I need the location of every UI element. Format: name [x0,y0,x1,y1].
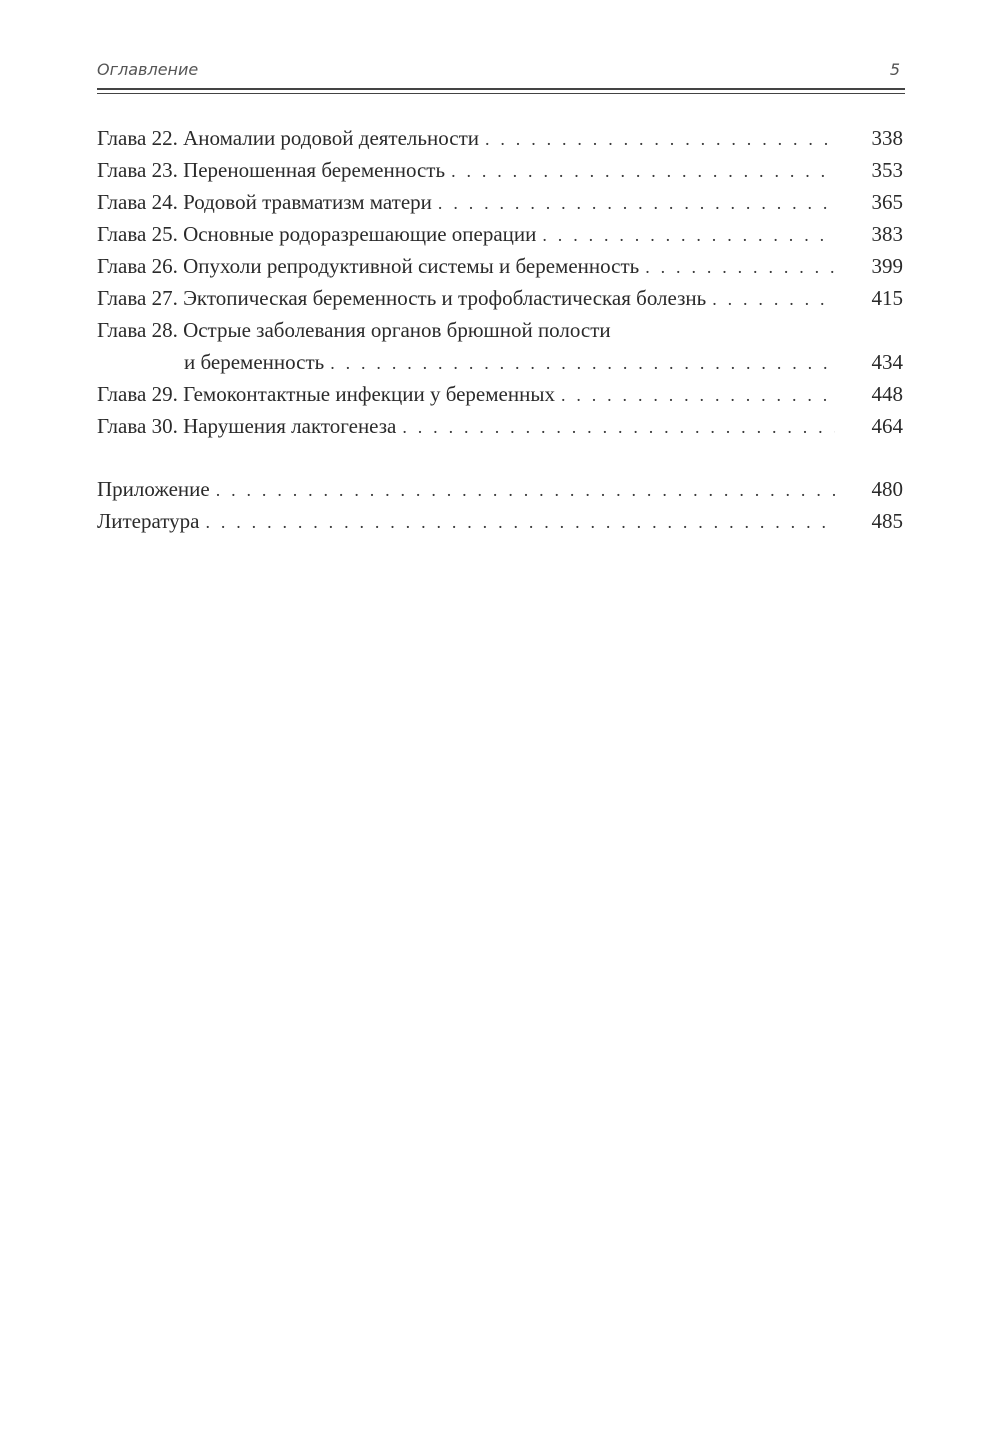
dot-leader [485,123,835,155]
dot-leader [205,506,835,538]
toc-entry-page: 485 [871,509,903,533]
toc-entry-page: 338 [871,126,903,150]
toc-entry-title: Глава 24. Родовой травматизм матери [97,190,432,214]
toc-entry-title: Приложение [97,477,210,501]
dot-leader [438,187,835,219]
toc-entry-chapter-22[interactable] [97,122,903,154]
running-head-section: Оглавление [97,60,199,79]
toc-entry-page: 448 [871,382,903,406]
toc-entry-page: 434 [871,350,903,374]
toc-entry-title: Литература [97,509,200,533]
toc-entry-page: 383 [871,222,903,246]
toc-entry-appendix[interactable] [97,473,903,505]
toc-entry-chapter-29[interactable] [97,378,903,410]
toc-entry-title: Глава 25. Основные родоразрешающие операции [97,222,537,246]
toc-entry-page: 353 [871,158,903,182]
toc-entry-chapter-24[interactable] [97,186,903,218]
table-of-contents [97,122,903,537]
dot-leader [216,474,835,506]
dot-leader [645,251,835,283]
toc-entry-title: Глава 27. Эктопическая беременность и трофобластическая болезнь [97,286,707,310]
toc-entry-title: Глава 22. Аномалии родовой деятельности [97,126,479,150]
toc-entry-chapter-23[interactable] [97,154,903,186]
toc-entry-page: 464 [871,414,903,438]
toc-entry-title: Глава 23. Переношенная беременность [97,158,446,182]
toc-entry-title: Глава 28. Острые заболевания органов брюшной полости [97,318,611,342]
toc-entry-page: 399 [871,254,903,278]
dot-leader [542,219,835,251]
toc-entry-page: 480 [871,477,903,501]
dot-leader [402,411,835,443]
toc-entry-chapter-25[interactable] [97,218,903,250]
header-rule-thin [97,93,905,94]
running-head [97,60,905,84]
toc-entry-page: 415 [871,286,903,310]
dot-leader [330,347,835,379]
running-head-page-number: 5 [889,60,900,79]
toc-entry-chapter-30[interactable] [97,410,903,442]
dot-leader [712,283,835,315]
toc-entry-references[interactable] [97,505,903,537]
header-rule-thick [97,88,905,90]
toc-entry-chapter-27[interactable] [97,282,903,314]
toc-entry-title-continuation: и беременность [184,350,325,374]
toc-entry-chapter-28[interactable] [97,314,903,378]
dot-leader [451,155,835,187]
toc-entry-title: Глава 30. Нарушения лактогенеза [97,414,397,438]
toc-entry-title: Глава 26. Опухоли репродуктивной системы и беременность [97,254,640,278]
toc-entry-title: Глава 29. Гемоконтактные инфекции у беременных [97,382,555,406]
toc-entry-page: 365 [871,190,903,214]
toc-entry-chapter-26[interactable] [97,250,903,282]
dot-leader [561,379,835,411]
